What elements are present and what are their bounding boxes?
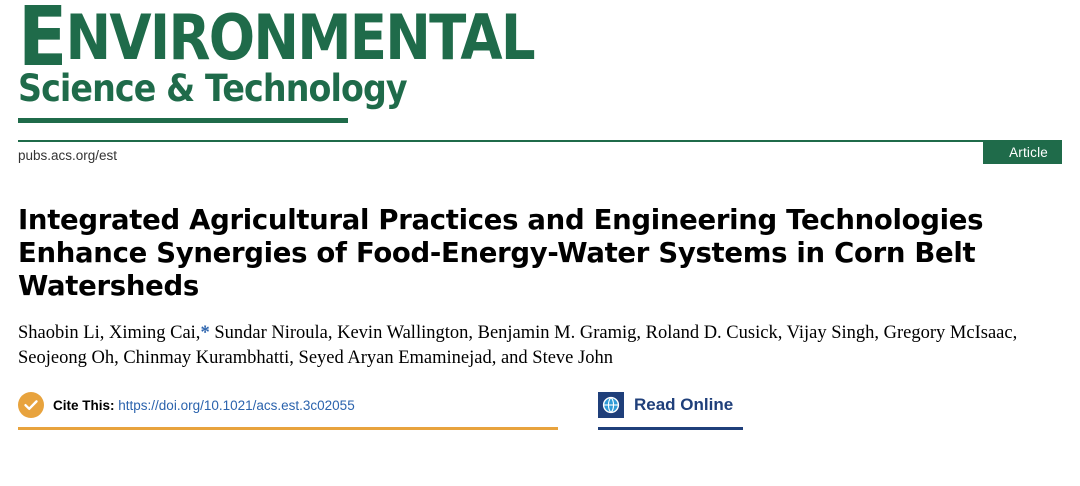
author-list-part2: Sundar Niroula, Kevin Wallington, Benjamin M. Gramig, Roland D. Cusick, Vijay Singh, Gregory McIsaac, Seojeong Oh, Chinmay Kurambhatti, Seyed Aryan Emaminejad, and Steve John: [18, 323, 1018, 368]
cite-this-block[interactable]: [18, 392, 558, 418]
page-title: Integrated Agricultural Practices and Engineering Technologies Enhance Synergies of Food-Energy-Water Systems in Corn Belt Watersheds: [18, 204, 984, 302]
corresponding-author-marker: *: [200, 323, 210, 343]
read-online-label[interactable]: Read Online: [634, 395, 734, 414]
journal-bar: [18, 146, 1062, 170]
header-divider: [18, 140, 1062, 142]
globe-icon: [598, 392, 624, 418]
journal-logo-underline: [18, 118, 348, 123]
cite-this-doi-link[interactable]: https://doi.org/10.1021/acs.est.3c02055: [118, 397, 355, 413]
cite-this-text: [53, 398, 355, 413]
cite-this-label: Cite This:: [53, 397, 115, 413]
journal-logo-line2: Science & Technology: [18, 67, 407, 110]
read-online-block[interactable]: [598, 392, 733, 418]
journal-masthead: [18, 0, 1062, 134]
read-online-underline: [598, 427, 743, 430]
journal-logo-dropcap: E: [18, 0, 66, 85]
cite-this-underline: [18, 427, 558, 430]
author-list-part1: Shaobin Li, Ximing Cai,: [18, 323, 201, 343]
article-type-badge: Article: [983, 142, 1062, 164]
check-circle-icon: [18, 392, 44, 418]
author-list: [18, 321, 1053, 370]
journal-url[interactable]: pubs.acs.org/est: [18, 148, 118, 163]
journal-logo-line1: ENVIRONMENTAL: [18, 8, 937, 68]
cite-read-row: [18, 392, 1062, 432]
